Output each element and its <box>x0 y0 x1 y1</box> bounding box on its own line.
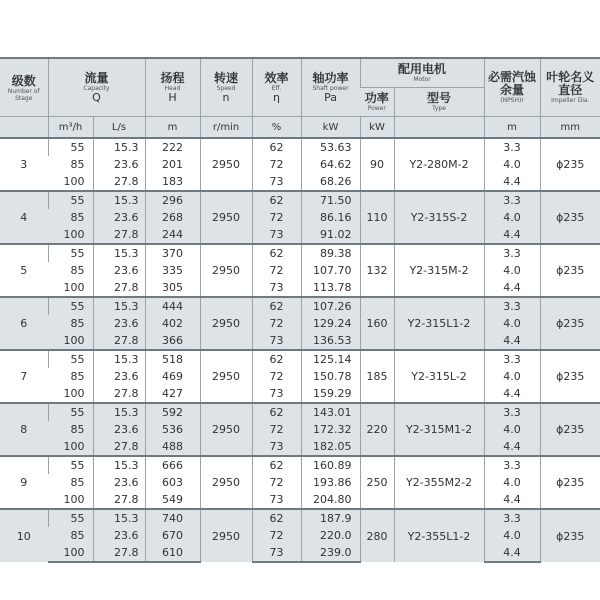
efficiency-cell: 62 <box>252 456 301 474</box>
npsh-cell: 4.4 <box>484 279 540 297</box>
capacity-ls-cell: 27.8 <box>93 332 145 350</box>
head-cell: 670 <box>145 527 200 544</box>
table-row <box>0 456 600 474</box>
npsh-cell: 4.4 <box>484 491 540 509</box>
capacity-ls-cell: 27.8 <box>93 385 145 403</box>
unit-head: m <box>145 117 200 139</box>
shaft-power-cell: 159.29 <box>301 385 360 403</box>
head-cell: 610 <box>145 544 200 562</box>
npsh-cell: 3.3 <box>484 297 540 315</box>
impeller-cell <box>540 509 600 562</box>
impeller-diameter-value: 235 <box>563 211 585 224</box>
capacity-m3h-cell: 100 <box>48 438 93 456</box>
table-row <box>0 385 600 403</box>
table-row <box>0 509 600 527</box>
npsh-cell: 4.4 <box>484 544 540 562</box>
head-cell: 222 <box>145 138 200 156</box>
npsh-cell: 3.3 <box>484 138 540 156</box>
units-row <box>0 117 600 139</box>
speed-cell: 2950 <box>200 138 252 191</box>
shaft-power-cell: 150.78 <box>301 368 360 385</box>
speed-cell: 2950 <box>200 244 252 297</box>
table-row <box>0 474 600 491</box>
head-cell: 740 <box>145 509 200 527</box>
capacity-m3h-cell: 55 <box>48 191 93 209</box>
impeller-diameter-value: 235 <box>563 529 585 543</box>
efficiency-cell: 72 <box>252 209 301 226</box>
table-row <box>0 262 600 279</box>
shaft-power-cell: 91.02 <box>301 226 360 244</box>
table-row <box>0 315 600 332</box>
npsh-cell: 4.0 <box>484 527 540 544</box>
table-row <box>0 279 600 297</box>
impeller-cell <box>540 350 600 403</box>
npsh-cell: 4.0 <box>484 262 540 279</box>
npsh-cell: 4.4 <box>484 226 540 244</box>
impeller-diameter-value: 235 <box>563 370 585 383</box>
table-row <box>0 226 600 244</box>
capacity-m3h-cell: 55 <box>48 350 93 368</box>
unit-capacity-ls: L/s <box>93 117 145 139</box>
impeller-cell <box>540 403 600 456</box>
capacity-m3h-cell: 100 <box>48 226 93 244</box>
capacity-ls-cell: 27.8 <box>93 173 145 191</box>
unit-type <box>394 117 484 139</box>
capacity-m3h-cell: 100 <box>63 281 85 294</box>
speed-cell: 2950 <box>200 456 252 509</box>
stage-cell: 8 <box>0 403 48 456</box>
npsh-cell: 4.4 <box>484 385 540 403</box>
diameter-symbol: ϕ <box>556 423 564 436</box>
npsh-cell: 3.3 <box>484 509 540 527</box>
capacity-ls-cell: 23.6 <box>93 156 145 173</box>
npsh-cell: 4.0 <box>484 209 540 226</box>
table-row <box>0 368 600 385</box>
capacity-ls-cell: 15.3 <box>93 509 145 527</box>
capacity-m3h-cell: 100 <box>63 387 85 400</box>
table-row <box>0 544 600 562</box>
impeller-header: 叶轮名义直径 Impeller Dia. <box>540 58 600 117</box>
speed-cell: 2950 <box>200 509 252 562</box>
table-row <box>0 421 600 438</box>
diameter-symbol: ϕ <box>556 370 564 383</box>
capacity-m3h-cell: 100 <box>48 332 93 350</box>
efficiency-cell: 72 <box>252 315 301 332</box>
table-row <box>0 350 600 368</box>
table-row <box>0 138 600 156</box>
stage-cell: 6 <box>0 297 48 350</box>
speed-cell: 2950 <box>200 191 252 244</box>
table-body <box>0 138 600 562</box>
shaft-power-cell: 204.80 <box>301 491 360 509</box>
head-cell: 518 <box>145 350 200 368</box>
unit-eff: % <box>252 117 301 139</box>
impeller-diameter-value: 235 <box>563 158 585 171</box>
table-row <box>0 491 600 509</box>
motor-power-cell: 90 <box>360 138 394 191</box>
head-cell: 592 <box>145 403 200 421</box>
head-cell: 402 <box>145 315 200 332</box>
diameter-symbol: ϕ <box>556 211 564 224</box>
impeller-cell <box>540 138 600 191</box>
efficiency-cell: 62 <box>252 403 301 421</box>
capacity-ls-cell: 15.3 <box>93 350 145 368</box>
npsh-cell: 3.3 <box>484 403 540 421</box>
head-header: 扬程 Head H <box>145 58 200 117</box>
npsh-cell: 4.0 <box>484 474 540 491</box>
capacity-m3h-cell: 85 <box>48 527 93 544</box>
head-cell: 183 <box>145 173 200 191</box>
shaft-power-cell: 64.62 <box>301 156 360 173</box>
capacity-ls-cell: 27.8 <box>93 279 145 297</box>
head-cell: 244 <box>145 226 200 244</box>
motor-type-header: 型号 Type <box>394 88 484 117</box>
speed-header: 转速 Speed n <box>200 58 252 117</box>
head-cell: 536 <box>145 421 200 438</box>
stage-cell: 4 <box>0 191 48 244</box>
capacity-ls-cell: 27.8 <box>93 438 145 456</box>
efficiency-cell: 62 <box>252 350 301 368</box>
capacity-m3h-cell: 85 <box>70 264 85 277</box>
impeller-diameter-value: 235 <box>563 317 585 330</box>
efficiency-cell: 72 <box>252 527 301 544</box>
efficiency-cell: 73 <box>252 279 301 297</box>
table-row <box>0 191 600 209</box>
efficiency-cell: 72 <box>252 368 301 385</box>
diameter-symbol: ϕ <box>556 529 564 543</box>
table-row <box>0 173 600 191</box>
npsh-cell: 3.3 <box>484 456 540 474</box>
head-cell: 427 <box>145 385 200 403</box>
motor-type-cell: Y2-280M-2 <box>394 138 484 191</box>
capacity-ls-cell: 23.6 <box>93 474 145 491</box>
capacity-ls-cell: 15.3 <box>93 456 145 474</box>
motor-power-cell: 160 <box>360 297 394 350</box>
motor-power-header: 功率 Power <box>360 88 394 117</box>
table-row <box>0 297 600 315</box>
head-cell: 370 <box>145 244 200 262</box>
efficiency-cell: 62 <box>252 244 301 262</box>
capacity-ls-cell: 15.3 <box>93 244 145 262</box>
capacity-m3h-cell: 55 <box>48 297 93 315</box>
efficiency-cell: 62 <box>252 509 301 527</box>
efficiency-cell: 73 <box>252 332 301 350</box>
efficiency-cell: 72 <box>252 474 301 491</box>
capacity-m3h-cell: 85 <box>48 421 93 438</box>
impeller-diameter-value: 235 <box>563 476 585 489</box>
capacity-m3h-cell: 85 <box>70 476 85 489</box>
unit-stage <box>0 117 48 139</box>
motor-type-cell: Y2-355M2-2 <box>394 456 484 509</box>
capacity-ls-cell: 15.3 <box>93 403 145 421</box>
unit-capacity-m3h: m³/h <box>48 117 93 139</box>
shaft-power-cell: 193.86 <box>301 474 360 491</box>
table-row <box>0 527 600 544</box>
capacity-ls-cell: 23.6 <box>93 368 145 385</box>
capacity-ls-cell: 27.8 <box>93 544 145 562</box>
motor-type-cell: Y2-315M-2 <box>394 244 484 297</box>
shaft-power-cell: 53.63 <box>301 138 360 156</box>
capacity-m3h-cell: 85 <box>48 315 93 332</box>
capacity-m3h-cell: 100 <box>48 544 93 562</box>
stage-header: 级数 Number of Stage <box>0 58 48 117</box>
capacity-ls-cell: 15.3 <box>93 297 145 315</box>
motor-power-cell: 185 <box>360 350 394 403</box>
head-cell: 603 <box>145 474 200 491</box>
shaft-power-cell: 125.14 <box>301 350 360 368</box>
unit-npsh: m <box>484 117 540 139</box>
table-row <box>0 244 600 262</box>
speed-cell: 2950 <box>200 403 252 456</box>
head-cell: 305 <box>145 279 200 297</box>
npsh-cell: 4.0 <box>484 156 540 173</box>
npsh-cell: 4.0 <box>484 368 540 385</box>
diameter-symbol: ϕ <box>556 264 564 277</box>
efficiency-cell: 62 <box>252 191 301 209</box>
head-cell: 444 <box>145 297 200 315</box>
shaft-power-cell: 113.78 <box>301 279 360 297</box>
motor-type-cell: Y2-315L-2 <box>394 350 484 403</box>
capacity-ls-cell: 27.8 <box>93 491 145 509</box>
head-cell: 201 <box>145 156 200 173</box>
capacity-m3h-cell: 100 <box>63 175 85 188</box>
efficiency-cell: 73 <box>252 385 301 403</box>
efficiency-cell: 62 <box>252 297 301 315</box>
motor-header: 配用电机 Motor <box>360 58 484 88</box>
head-cell: 335 <box>145 262 200 279</box>
motor-type-cell: Y2-315L1-2 <box>394 297 484 350</box>
shaft-power-cell: 89.38 <box>301 244 360 262</box>
efficiency-cell: 72 <box>252 156 301 173</box>
efficiency-cell: 73 <box>252 173 301 191</box>
efficiency-cell: 73 <box>252 491 301 509</box>
impeller-diameter-value: 235 <box>563 264 585 277</box>
table-row <box>0 332 600 350</box>
diameter-symbol: ϕ <box>556 476 564 489</box>
npsh-cell: 4.0 <box>484 421 540 438</box>
head-cell: 549 <box>145 491 200 509</box>
npsh-cell: 3.3 <box>484 191 540 209</box>
stage-cell: 3 <box>0 138 48 191</box>
shaft-power-cell: 220.0 <box>301 527 360 544</box>
capacity-m3h-cell: 85 <box>48 209 93 226</box>
table-row <box>0 438 600 456</box>
unit-shaft: kW <box>301 117 360 139</box>
capacity-ls-cell: 23.6 <box>93 527 145 544</box>
impeller-cell <box>540 244 600 297</box>
capacity-header: 流量 Capacity Q <box>48 58 145 117</box>
unit-power: kW <box>360 117 394 139</box>
shaft-power-cell: 71.50 <box>301 191 360 209</box>
head-cell: 666 <box>145 456 200 474</box>
unit-impeller: mm <box>540 117 600 139</box>
npsh-cell: 4.0 <box>484 315 540 332</box>
stage-cell: 9 <box>0 456 48 509</box>
capacity-ls-cell: 15.3 <box>93 138 145 156</box>
shaft-power-cell: 182.05 <box>301 438 360 456</box>
efficiency-cell: 72 <box>252 262 301 279</box>
shaft-power-cell: 143.01 <box>301 403 360 421</box>
speed-cell: 2950 <box>200 350 252 403</box>
npsh-cell: 4.4 <box>484 332 540 350</box>
capacity-ls-cell: 23.6 <box>93 209 145 226</box>
capacity-m3h-cell: 55 <box>48 138 93 156</box>
shaft-power-cell: 68.26 <box>301 173 360 191</box>
stage-cell: 5 <box>0 244 48 297</box>
header-row-1 <box>0 58 600 88</box>
head-cell: 366 <box>145 332 200 350</box>
npsh-header: 必需汽蚀余量 (NPSH)r <box>484 58 540 117</box>
stage-cell: 7 <box>0 350 48 403</box>
npsh-cell: 4.4 <box>484 173 540 191</box>
motor-power-cell: 280 <box>360 509 394 562</box>
motor-power-cell: 250 <box>360 456 394 509</box>
shaft-power-cell: 107.26 <box>301 297 360 315</box>
motor-power-cell: 220 <box>360 403 394 456</box>
speed-cell: 2950 <box>200 297 252 350</box>
stage-cell: 10 <box>0 509 48 562</box>
table-row <box>0 156 600 173</box>
table-row <box>0 403 600 421</box>
impeller-cell <box>540 456 600 509</box>
head-cell: 296 <box>145 191 200 209</box>
capacity-m3h-cell: 55 <box>48 244 93 262</box>
shaft-power-cell: 172.32 <box>301 421 360 438</box>
motor-power-cell: 110 <box>360 191 394 244</box>
npsh-cell: 3.3 <box>484 244 540 262</box>
npsh-cell: 3.3 <box>484 350 540 368</box>
motor-power-cell: 132 <box>360 244 394 297</box>
impeller-cell <box>540 297 600 350</box>
unit-speed: r/min <box>200 117 252 139</box>
npsh-cell: 4.4 <box>484 438 540 456</box>
diameter-symbol: ϕ <box>556 158 564 171</box>
motor-type-cell: Y2-355L1-2 <box>394 509 484 562</box>
pump-performance-table <box>0 57 600 563</box>
efficiency-cell: 72 <box>252 421 301 438</box>
motor-type-cell: Y2-315M1-2 <box>394 403 484 456</box>
shaft-power-cell: 187.9 <box>301 509 360 527</box>
diameter-symbol: ϕ <box>556 317 564 330</box>
capacity-ls-cell: 23.6 <box>93 262 145 279</box>
shaft-power-cell: 136.53 <box>301 332 360 350</box>
capacity-m3h-cell: 55 <box>48 403 93 421</box>
head-cell: 469 <box>145 368 200 385</box>
impeller-cell <box>540 191 600 244</box>
capacity-ls-cell: 23.6 <box>93 421 145 438</box>
shaft-power-cell: 129.24 <box>301 315 360 332</box>
capacity-m3h-cell: 100 <box>63 493 85 506</box>
efficiency-cell: 73 <box>252 438 301 456</box>
capacity-ls-cell: 15.3 <box>93 191 145 209</box>
shaft-power-header: 轴功率 Shaft power Pa <box>301 58 360 117</box>
capacity-m3h-cell: 55 <box>48 456 93 474</box>
capacity-m3h-cell: 55 <box>48 509 93 527</box>
table-row <box>0 209 600 226</box>
head-cell: 268 <box>145 209 200 226</box>
capacity-m3h-cell: 85 <box>70 158 85 171</box>
motor-type-cell: Y2-315S-2 <box>394 191 484 244</box>
impeller-diameter-value: 235 <box>563 423 585 436</box>
efficiency-cell: 62 <box>252 138 301 156</box>
capacity-ls-cell: 27.8 <box>93 226 145 244</box>
capacity-m3h-cell: 85 <box>70 370 85 383</box>
shaft-power-cell: 239.0 <box>301 544 360 562</box>
shaft-power-cell: 160.89 <box>301 456 360 474</box>
efficiency-header: 效率 Eff. η <box>252 58 301 117</box>
capacity-ls-cell: 23.6 <box>93 315 145 332</box>
efficiency-cell: 73 <box>252 226 301 244</box>
efficiency-cell: 73 <box>252 544 301 562</box>
head-cell: 488 <box>145 438 200 456</box>
shaft-power-cell: 107.70 <box>301 262 360 279</box>
shaft-power-cell: 86.16 <box>301 209 360 226</box>
